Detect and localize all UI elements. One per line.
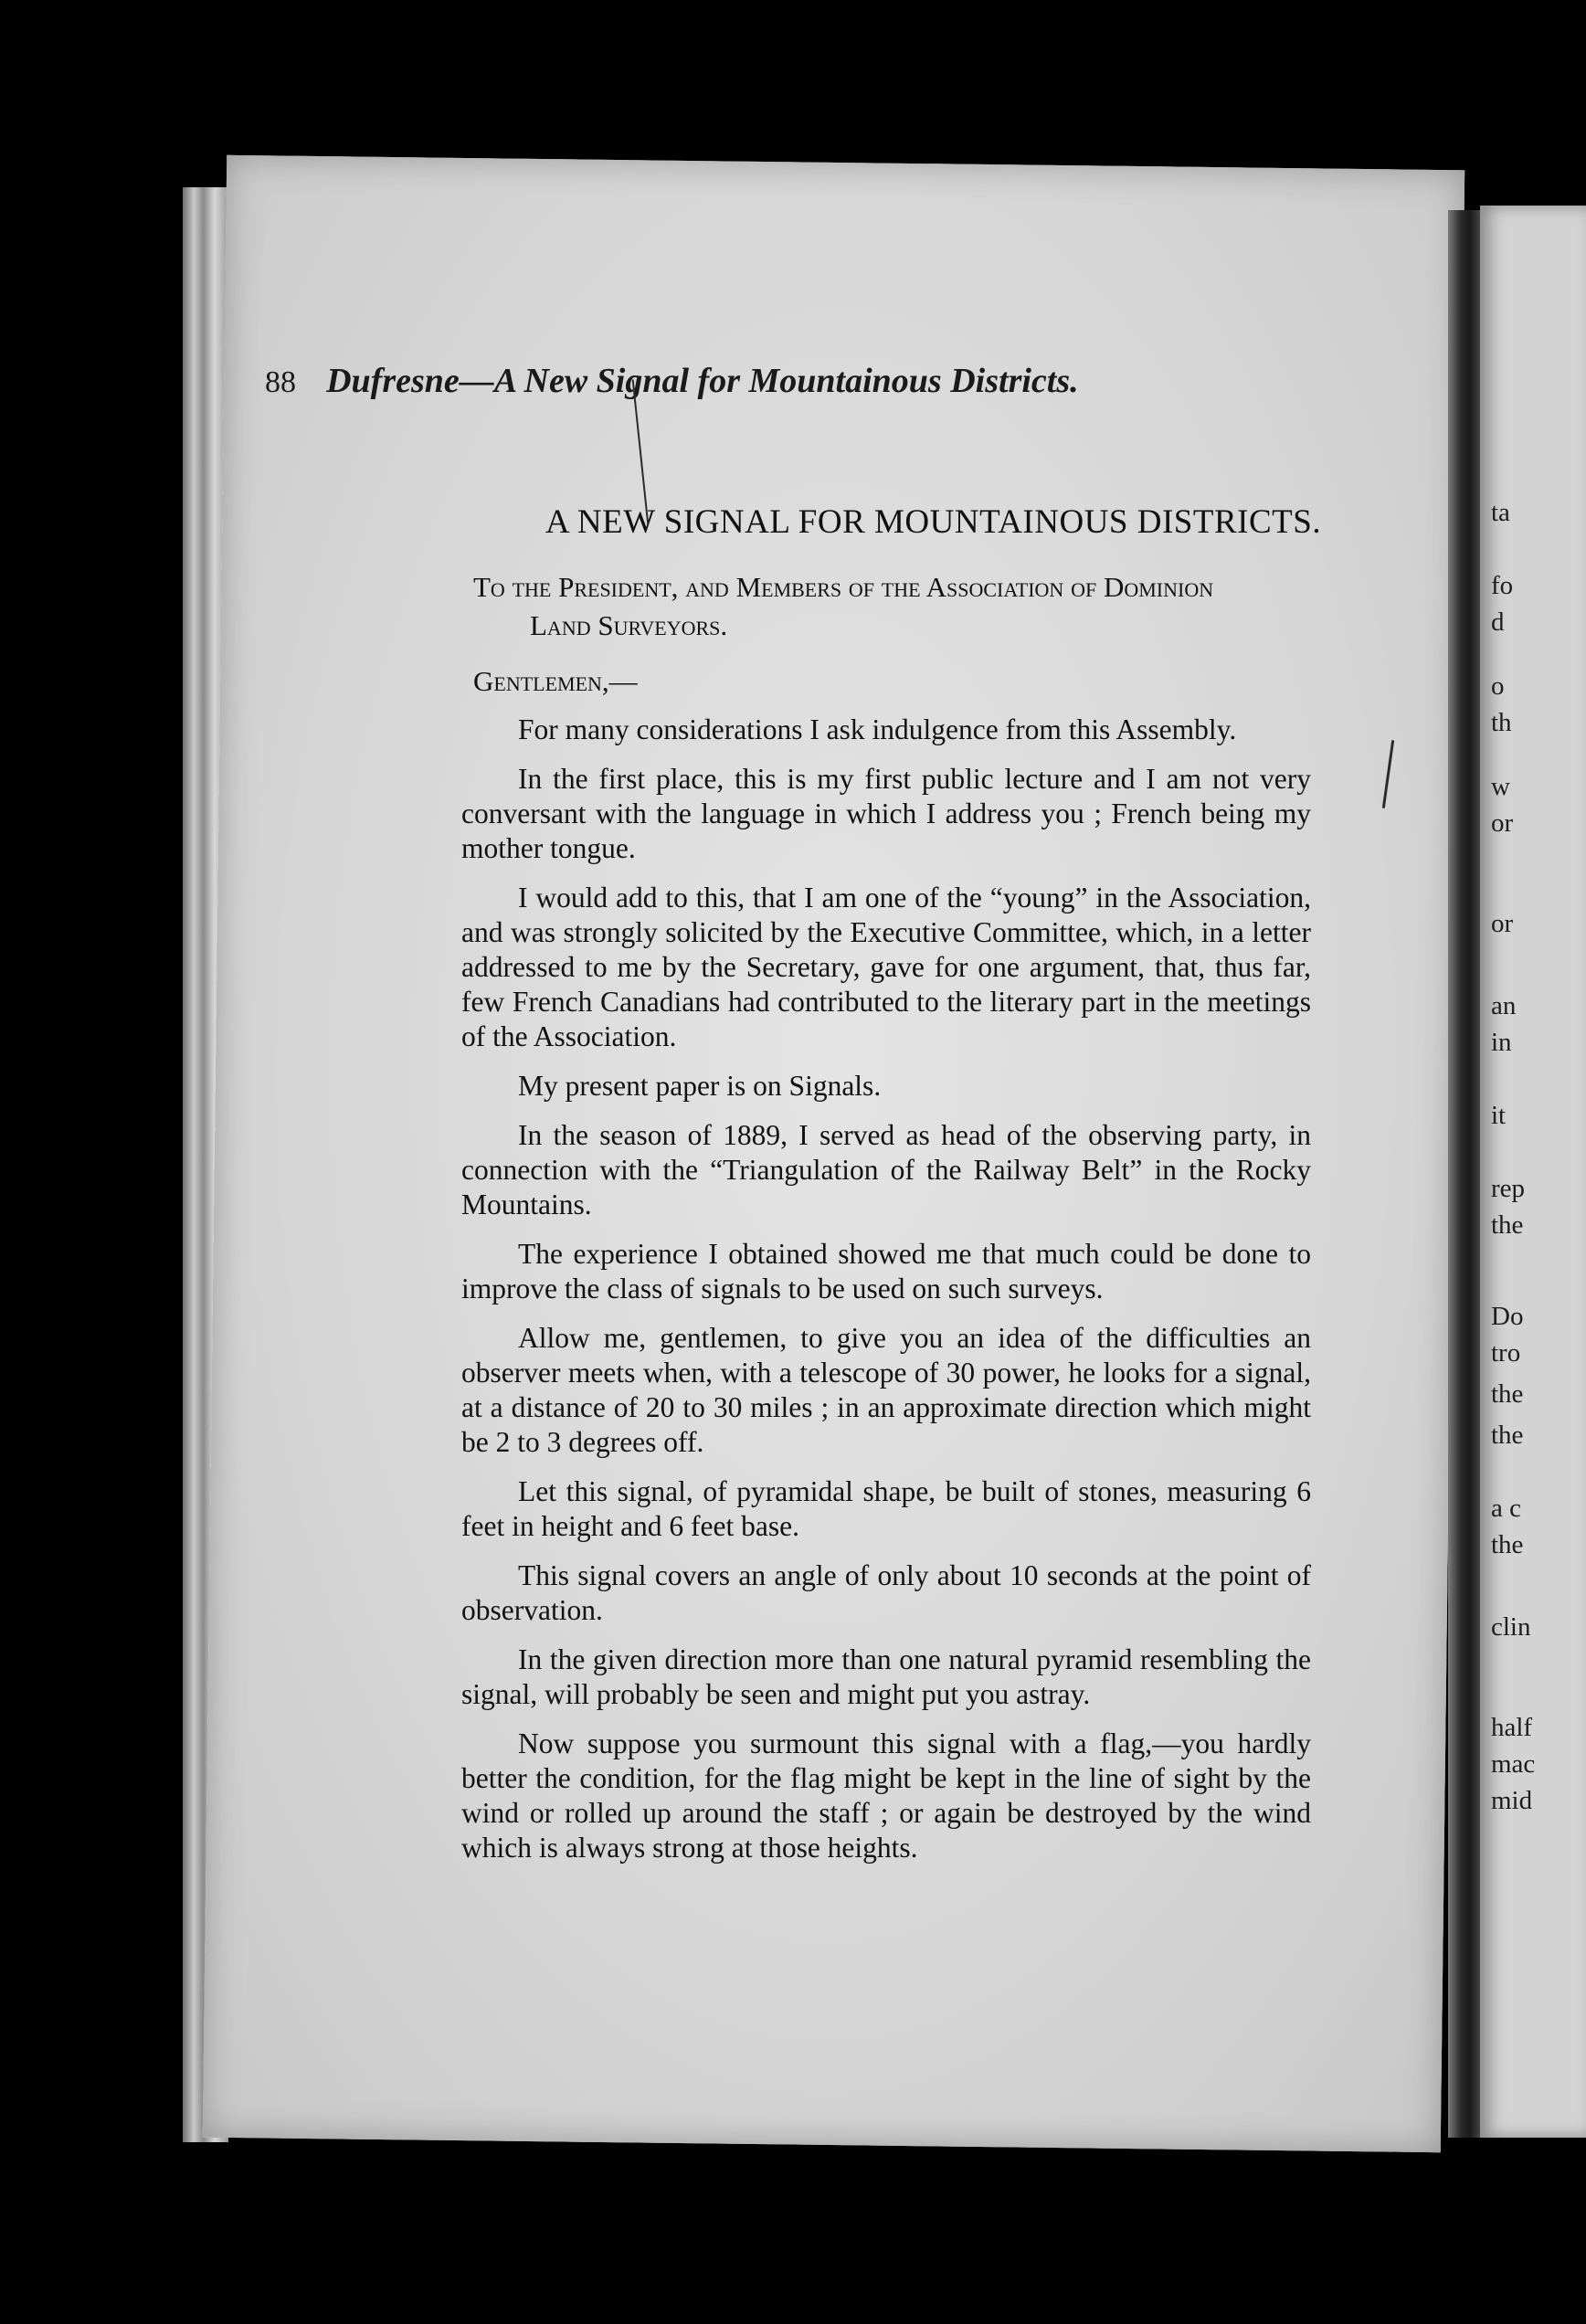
facing-page-fragment: half [1491, 1713, 1533, 1742]
paragraph: In the season of 1889, I served as head of the observing party, in connection with the “Triangulation of the Railway Belt” in the Rocky Mountains. [461, 1119, 1311, 1220]
facing-page-fragment: mid [1491, 1786, 1533, 1815]
facing-page-fragment: w [1491, 772, 1510, 801]
facing-page-fragment: a c [1491, 1494, 1521, 1523]
address-line-2: Land Surveyors. [530, 609, 728, 641]
facing-page-fragment: mac [1491, 1749, 1536, 1779]
facing-page [1480, 206, 1586, 2138]
book-spine [1448, 210, 1485, 2138]
facing-page-fragment: Do [1491, 1302, 1524, 1331]
facing-page-fragment: o [1491, 671, 1505, 701]
paragraph: Now suppose you surmount this signal with a flag,—you hardly better the condition, for the flag might be kept in the line of sight by the wind or rolled up around the staff ; or again be destroyed by the wind which is always strong at those heights. [461, 1727, 1311, 1864]
facing-page-fragment: the [1491, 1530, 1524, 1559]
salutation: Gentlemen,— [473, 665, 638, 697]
article-body [461, 713, 1311, 1880]
facing-page-fragment: the [1491, 1379, 1524, 1409]
facing-page-fragment: or [1491, 808, 1514, 838]
facing-page-fragment: th [1491, 708, 1512, 737]
facing-page-fragment: the [1491, 1210, 1524, 1240]
paragraph: Let this signal, of pyramidal shape, be built of stones, measuring 6 feet in height and 6 feet base. [461, 1475, 1311, 1542]
paragraph: This signal covers an angle of only about 10 seconds at the point of observation. [461, 1559, 1311, 1626]
facing-page-fragment: ta [1491, 498, 1510, 527]
paragraph: In the given direction more than one natural pyramid resembling the signal, will probably be seen and might put you astray. [461, 1643, 1311, 1710]
facing-page-fragment: or [1491, 909, 1514, 938]
facing-page-fragment: rep [1491, 1174, 1526, 1203]
facing-page-fragment: d [1491, 607, 1505, 637]
paragraph: My present paper is on Signals. [518, 1070, 882, 1102]
facing-page-fragment: tro [1491, 1338, 1521, 1368]
facing-page-fragment: the [1491, 1421, 1524, 1450]
facing-page-fragment: clin [1491, 1612, 1531, 1642]
paragraph: The experience I obtained showed me that much could be done to improve the class of signals to be used on such surveys. [461, 1238, 1311, 1305]
page-number: 88 [265, 365, 296, 399]
article-title: A NEW SIGNAL FOR MOUNTAINOUS DISTRICTS. [545, 503, 1322, 541]
address-line-1: To the President, and Members of the Association of Dominion [473, 571, 1214, 603]
facing-page-fragment: an [1491, 991, 1517, 1020]
running-header [265, 361, 1079, 401]
paragraph: For many considerations I ask indulgence from this Assembly. [518, 713, 1237, 745]
address-block [473, 568, 1332, 645]
running-title: Dufresne—A New Signal for Mountainous Districts. [326, 362, 1079, 400]
paragraph: Allow me, gentlemen, to give you an idea of the difficulties an observer meets when, with a telescope of 30 power, he looks for a signal, at a distance of 20 to 30 miles ; in an approximate direction which might be 2 to 3 degrees off. [461, 1322, 1311, 1458]
facing-page-fragment: in [1491, 1028, 1512, 1057]
facing-page-fragment: fo [1491, 571, 1514, 600]
paragraph: In the first place, this is my first public lecture and I am not very conversant with the language in which I address you ; French being my mother tongue. [461, 763, 1311, 864]
facing-page-fragment: it [1491, 1101, 1507, 1130]
paragraph: I would add to this, that I am one of the “young” in the Association, and was strongly solicited by the Executive Committee, which, in a letter addressed to me by the Secretary, gave for one argument, that, thus far, few French Canadians had contributed to the literary part in the meetings of the Association. [461, 882, 1311, 1052]
